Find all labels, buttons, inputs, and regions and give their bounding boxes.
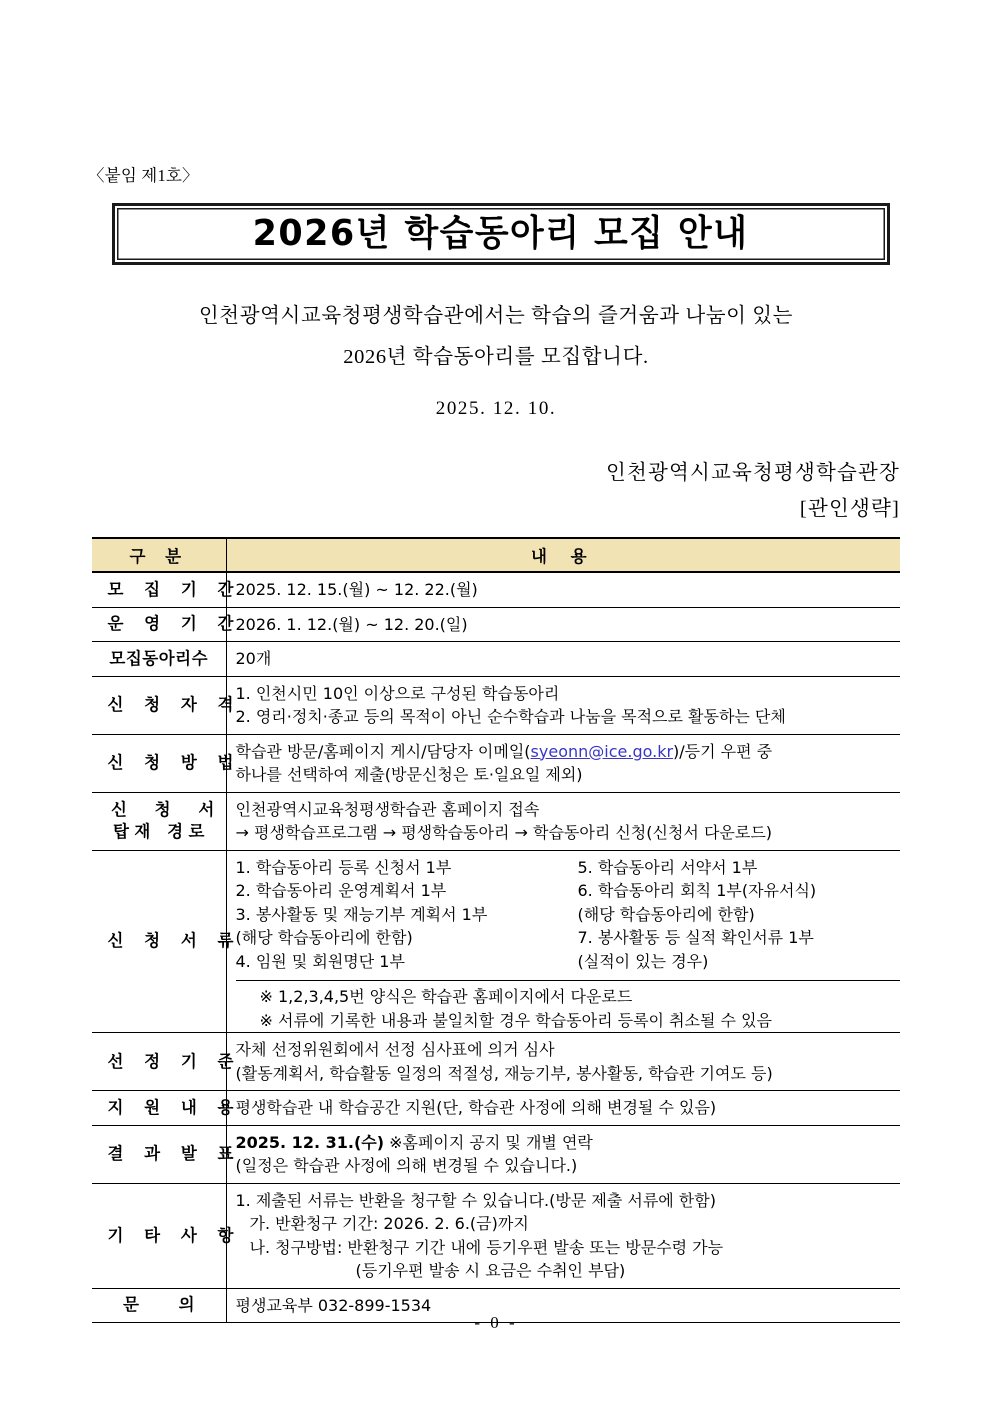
value-line: (활동계획서, 학습활동 일정의 적절성, 재능기부, 봉사활동, 학습관 기여도 등): [235, 1063, 773, 1083]
label-text: 결 과 발 표: [107, 1144, 241, 1163]
row-value-club-count: [226, 642, 900, 677]
document-item: 2. 학습동아리 운영계획서 1부: [235, 881, 447, 900]
table-row-results-announcement: [92, 1125, 900, 1183]
value-line: 자체 선정위원회에서 선정 심사표에 의거 심사: [235, 1040, 555, 1059]
label-text: 모집동아리수: [109, 648, 209, 668]
row-label-results-announcement: [92, 1125, 241, 1183]
label-text: 지 원 내 용: [107, 1097, 241, 1117]
value-line: 20개: [235, 649, 272, 668]
row-label-form-path: [92, 792, 226, 850]
value-line: 1. 인천시민 10인 이상으로 구성된 학습동아리: [235, 683, 560, 703]
document-item: 7. 봉사활동 등 실적 확인서류 1부: [577, 928, 814, 947]
document-note: ※ 서류에 기록한 내용과 불일치할 경우 학습동아리 등록이 취소될 수 있음: [259, 1010, 772, 1030]
table-row-application-method: [92, 734, 900, 792]
header-label-content: 내 용: [530, 547, 596, 566]
table-row-club-count: [92, 642, 900, 677]
attachment-label: 〈붙임 제1호〉: [88, 166, 199, 185]
seal-omitted-note: [관인생략]: [799, 498, 900, 520]
value-line: 2. 영리·정치·종교 등의 목적이 아닌 순수학습과 나눔을 목적으로 활동하는 단체: [235, 707, 786, 726]
contact-email-link[interactable]: syeonn@ice.go.kr: [530, 741, 674, 761]
row-value-support-details: [226, 1091, 900, 1126]
value-line-with-email: [236, 740, 901, 764]
row-label-operation-period: [92, 607, 241, 642]
row-label-support-details: [92, 1091, 241, 1126]
row-value-form-path: [226, 792, 900, 850]
label-text: 운 영 기 간: [107, 614, 241, 634]
signer-block: [606, 455, 900, 527]
document-item: 6. 학습동아리 회칙 1부(자유서식): [577, 881, 817, 900]
label-text: 기 타 사 항: [107, 1225, 241, 1245]
value-line: → 평생학습프로그램 → 평생학습동아리 → 학습동아리 신청(신청서 다운로드): [235, 823, 773, 842]
method-text-post: )/등기 우편 중: [673, 741, 773, 761]
row-label-other-matters: [92, 1183, 241, 1288]
header-cell-category: [92, 538, 226, 572]
table-row-form-path: [92, 792, 900, 850]
documents-columns: [236, 856, 901, 976]
label-text: 신 청 서 류: [107, 931, 241, 951]
announcement-note: ※홈페이지 공지 및 개별 연락: [384, 1132, 593, 1152]
table-row-required-documents: [92, 850, 900, 1033]
value-line: 나. 청구방법: 반환청구 기간 내에 등기우편 발송 또는 방문수령 가능: [249, 1237, 724, 1257]
label-text: 신 청 자 격: [107, 695, 241, 714]
value-line-announcement: [236, 1131, 901, 1155]
document-item: 3. 봉사활동 및 재능기부 계획서 1부: [235, 904, 488, 924]
document-date: 2025. 12. 10.: [435, 398, 557, 419]
value-line: 하나를 선택하여 제출(방문신청은 토·일요일 제외): [235, 765, 583, 784]
value-line: 가. 반환청구 기간: 2026. 2. 6.(금)까지: [249, 1214, 529, 1233]
recruitment-info-table: [92, 537, 900, 1323]
value-line: 인천광역시교육청평생학습관 홈페이지 접속: [235, 799, 540, 819]
row-label-application-method: [92, 734, 241, 792]
label-text: 문 의: [122, 1295, 212, 1315]
documents-column-right: [578, 856, 898, 974]
row-value-other-matters: [226, 1183, 900, 1288]
document-item: 4. 임원 및 회원명단 1부: [235, 951, 405, 971]
document-item-note: (실적이 있는 경우): [577, 951, 709, 971]
value-line: 2026. 1. 12.(월) ~ 12. 20.(일): [235, 614, 468, 634]
table-row-recruitment-period: [92, 572, 900, 607]
documents-column-left: [236, 856, 578, 974]
table-row-eligibility: [92, 676, 900, 734]
table-row-selection-criteria: [92, 1033, 900, 1091]
row-label-club-count: [92, 642, 226, 677]
table-header-row: [92, 538, 900, 572]
label-text: 선 정 기 준: [107, 1051, 241, 1071]
documents-notes: [236, 980, 901, 1032]
page-number-footer: - 0 -: [474, 1313, 518, 1332]
value-line: (등기우편 발송 시 요금은 수취인 부담): [355, 1261, 626, 1280]
row-label-selection-criteria: [92, 1033, 241, 1091]
header-label-category: 구 분: [129, 547, 189, 566]
row-label-eligibility: [92, 676, 241, 734]
row-label-required-documents: [92, 850, 241, 1033]
label-text-line1: 신 청 서: [111, 800, 226, 819]
method-text-pre: 학습관 방문/홈페이지 게시/담당자 이메일(: [235, 741, 531, 761]
document-item: 1. 학습동아리 등록 신청서 1부: [235, 857, 452, 877]
value-line: 1. 제출된 서류는 반환을 청구할 수 있습니다.(방문 제출 서류에 한함): [235, 1190, 716, 1210]
row-value-selection-criteria: [226, 1033, 900, 1091]
value-line: 평생교육부 032-899-1534: [235, 1295, 432, 1315]
row-value-eligibility: [226, 676, 900, 734]
label-text-line2: 탑재 경로: [112, 822, 210, 841]
document-item-note: (해당 학습동아리에 한함): [577, 904, 755, 924]
table-row-operation-period: [92, 607, 900, 642]
row-value-operation-period: [226, 607, 900, 642]
table-row-support-details: [92, 1091, 900, 1126]
signer-name: 인천광역시교육청평생학습관장: [605, 462, 900, 484]
row-value-required-documents: [226, 850, 900, 1033]
value-line: (일정은 학습관 사정에 의해 변경될 수 있습니다.): [235, 1156, 578, 1175]
row-value-results-announcement: [226, 1125, 900, 1183]
row-value-recruitment-period: [226, 572, 900, 607]
document-item-note: (해당 학습동아리에 한함): [235, 928, 413, 947]
label-text: 모 집 기 간: [107, 579, 241, 599]
announcement-date: 2025. 12. 31.(수): [235, 1132, 385, 1152]
document-note: ※ 1,2,3,4,5번 양식은 학습관 홈페이지에서 다운로드: [259, 987, 633, 1006]
header-cell-content: [226, 538, 900, 572]
intro-line-2: 2026년 학습동아리를 모집합니다.: [343, 346, 649, 368]
document-item: 5. 학습동아리 서약서 1부: [577, 857, 758, 877]
row-value-application-method: [226, 734, 900, 792]
value-line: 2025. 12. 15.(월) ~ 12. 22.(월): [235, 580, 478, 599]
page-title: 2026년 학습동아리 모집 안내: [253, 213, 749, 254]
intro-paragraph: [0, 296, 992, 378]
title-box: [112, 203, 890, 265]
label-text: 신 청 방 법: [107, 753, 241, 772]
value-line: 평생학습관 내 학습공간 지원(단, 학습관 사정에 의해 변경될 수 있음): [235, 1098, 717, 1117]
table-row-other-matters: [92, 1183, 900, 1288]
intro-line-1: 인천광역시교육청평생학습관에서는 학습의 즐거움과 나눔이 있는: [198, 305, 794, 327]
row-label-recruitment-period: [92, 572, 241, 607]
